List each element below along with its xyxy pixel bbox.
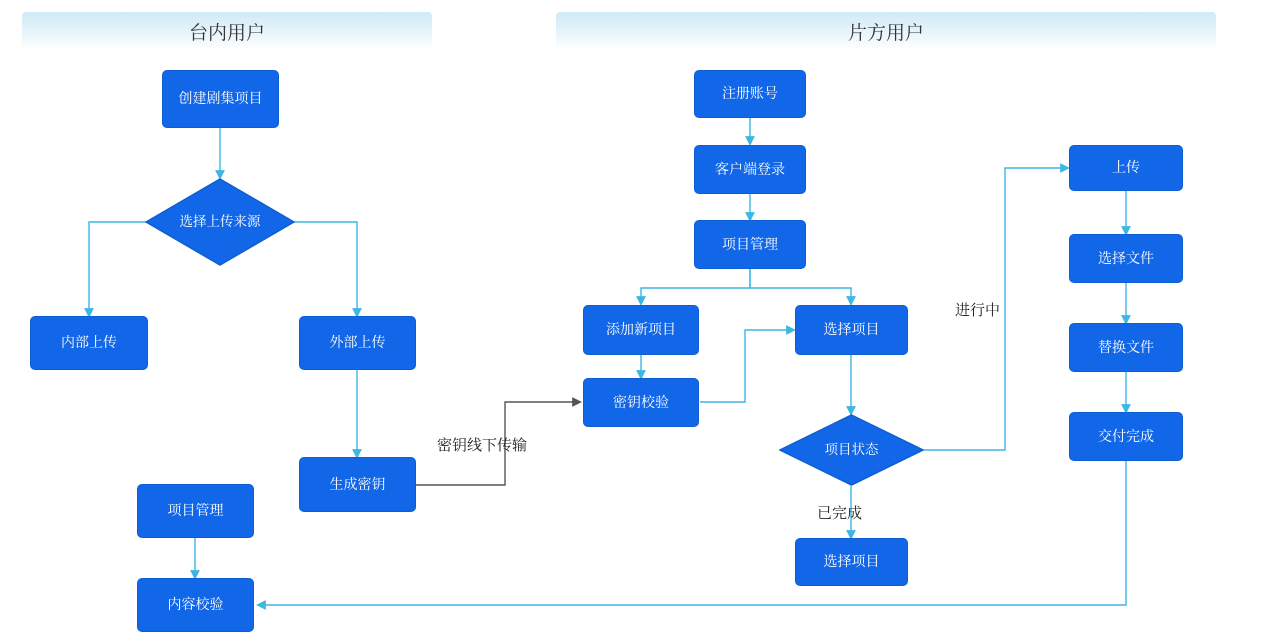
node-replace-file-label: 替换文件 — [1098, 338, 1154, 355]
node-project-management-mid-label: 项目管理 — [722, 235, 778, 252]
node-key-verification[interactable] — [583, 378, 699, 427]
edge-label-key-offline-text: 密钥线下传输 — [437, 437, 528, 454]
node-internal-upload[interactable] — [30, 316, 148, 370]
node-external-upload[interactable] — [299, 316, 416, 370]
edge-keyverify-to-select — [700, 330, 794, 402]
node-internal-upload-label: 内部上传 — [61, 334, 117, 351]
node-upload[interactable] — [1069, 145, 1183, 191]
edge-label-completed-text: 已完成 — [817, 505, 863, 522]
node-client-login[interactable] — [694, 145, 806, 194]
node-select-file[interactable] — [1069, 234, 1183, 283]
node-select-project-bottom[interactable] — [795, 538, 908, 586]
banner-internal-user — [22, 12, 432, 50]
edge-label-completed — [817, 502, 862, 523]
edge-label-in-progress — [955, 299, 1000, 320]
node-add-new-project-label: 添加新项目 — [606, 321, 676, 338]
node-create-series-project[interactable] — [162, 70, 279, 128]
banner-partner-user — [556, 12, 1216, 50]
node-delivery-complete[interactable] — [1069, 412, 1183, 461]
edge-label-key-offline-transfer — [437, 434, 527, 455]
node-content-verification-label: 内容校验 — [167, 596, 224, 613]
node-select-project-mid[interactable] — [795, 305, 908, 355]
node-register-account[interactable] — [694, 70, 806, 118]
node-choose-upload-source[interactable] — [145, 178, 295, 266]
node-delivery-complete-label: 交付完成 — [1098, 427, 1154, 444]
edge-label-in-progress-text: 进行中 — [955, 302, 1001, 319]
node-project-status[interactable] — [779, 414, 924, 486]
node-generate-key-label: 生成密钥 — [329, 475, 386, 492]
node-select-file-label: 选择文件 — [1098, 249, 1154, 266]
edge-manage-to-add — [641, 269, 750, 304]
node-content-verification[interactable] — [137, 578, 254, 632]
node-project-management-left[interactable] — [137, 484, 254, 538]
node-project-status-label: 项目状态 — [824, 441, 879, 457]
node-replace-file[interactable] — [1069, 323, 1183, 372]
node-register-account-label: 注册账号 — [722, 85, 778, 102]
node-select-project-bottom-label: 选择项目 — [823, 553, 880, 570]
node-project-management-mid[interactable] — [694, 220, 806, 269]
node-upload-label: 上传 — [1112, 159, 1140, 176]
banner-internal-user-label: 台内用户 — [188, 22, 265, 44]
node-choose-upload-source-label: 选择上传来源 — [179, 213, 261, 229]
node-project-management-left-label: 项目管理 — [167, 502, 224, 519]
node-client-login-label: 客户端登录 — [715, 160, 785, 177]
edge-manage-to-select — [750, 269, 851, 304]
node-external-upload-label: 外部上传 — [329, 334, 386, 351]
banner-partner-user-label: 片方用户 — [847, 22, 924, 44]
node-add-new-project[interactable] — [583, 305, 699, 355]
node-create-series-project-label: 创建剧集项目 — [178, 90, 263, 107]
node-select-project-mid-label: 选择项目 — [823, 321, 880, 338]
node-generate-key[interactable] — [299, 457, 416, 512]
edge-source-to-external — [285, 222, 357, 316]
node-key-verification-label: 密钥校验 — [613, 393, 669, 410]
